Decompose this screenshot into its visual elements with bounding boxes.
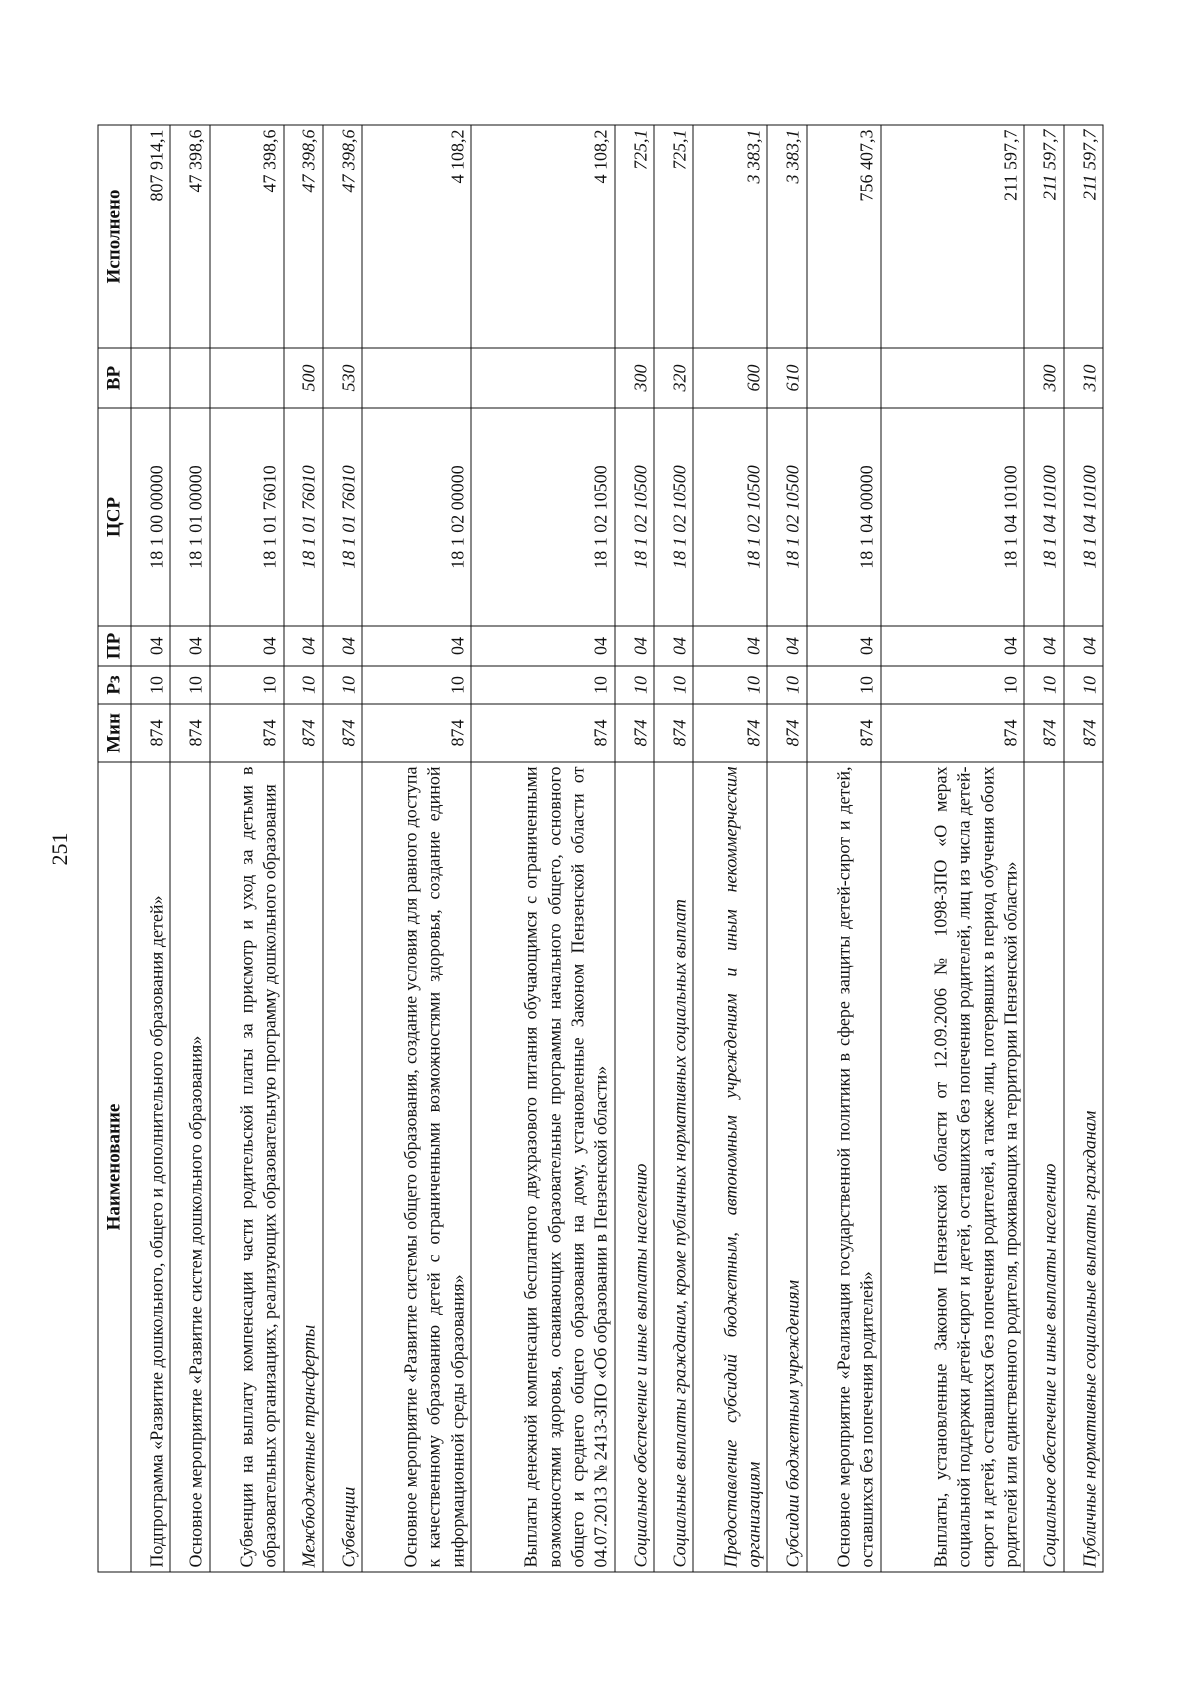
table-row [362, 125, 471, 1572]
row-amount-cell: 211 597,7 [1024, 125, 1063, 348]
row-pr-cell: 04 [131, 626, 170, 666]
row-vr-cell [471, 348, 615, 408]
row-rz-cell: 10 [362, 666, 471, 704]
row-vr-cell: 600 [693, 348, 767, 408]
row-name-cell: Субсидии бюджетным учреждениям [767, 762, 806, 1572]
row-rz-cell: 10 [131, 666, 170, 704]
row-rz-cell: 10 [283, 666, 322, 704]
row-pr-cell: 04 [806, 626, 880, 666]
row-pr-cell: 04 [767, 626, 806, 666]
row-amount-cell: 3 383,1 [767, 125, 806, 348]
table-row [767, 125, 806, 1572]
row-amount-cell: 47 398,6 [170, 125, 209, 348]
row-rz-cell: 10 [209, 666, 283, 704]
row-amount-cell: 756 407,3 [806, 125, 880, 348]
row-amount-cell: 4 108,2 [362, 125, 471, 348]
row-min-cell: 874 [170, 704, 209, 762]
row-min-cell: 874 [1024, 704, 1063, 762]
row-name-cell: Публичные нормативные социальные выплаты гражданам [1063, 762, 1102, 1572]
row-vr-cell [880, 348, 1024, 408]
table-row [283, 125, 322, 1572]
row-rz-cell: 10 [880, 666, 1024, 704]
row-vr-cell: 500 [283, 348, 322, 408]
row-vr-cell [806, 348, 880, 408]
row-csr-cell: 18 1 02 10500 [471, 408, 615, 626]
row-min-cell: 874 [880, 704, 1024, 762]
row-csr-cell: 18 1 00 00000 [131, 408, 170, 626]
row-name-cell: Социальное обеспечение и иные выплаты населению [614, 762, 653, 1572]
row-rz-cell: 10 [653, 666, 692, 704]
row-pr-cell: 04 [1063, 626, 1102, 666]
row-csr-cell: 18 1 01 76010 [209, 408, 283, 626]
row-csr-cell: 18 1 02 10500 [614, 408, 653, 626]
row-pr-cell: 04 [471, 626, 615, 666]
row-pr-cell: 04 [322, 626, 361, 666]
row-csr-cell: 18 1 04 10100 [1024, 408, 1063, 626]
row-pr-cell: 04 [362, 626, 471, 666]
table-row [653, 125, 692, 1572]
header-csr: ЦСР [98, 408, 131, 626]
row-rz-cell: 10 [614, 666, 653, 704]
row-pr-cell: 04 [209, 626, 283, 666]
row-amount-cell: 725,1 [653, 125, 692, 348]
row-rz-cell: 10 [322, 666, 361, 704]
row-rz-cell: 10 [693, 666, 767, 704]
row-amount-cell: 725,1 [614, 125, 653, 348]
row-csr-cell: 18 1 01 76010 [322, 408, 361, 626]
row-name-cell: Выплаты денежной компенсации бесплатного двухразового питания обучающимся с ограниченными возможностями здоровья, осваивающих образовательные программы начального общего, основного общего и среднего общего образования на дому, установленные Законом Пензенской области от 04.07.2013 № 2413-ЗПО «Об образовании в Пензенской области» [471, 762, 615, 1572]
row-vr-cell [209, 348, 283, 408]
table-header-row [98, 125, 131, 1572]
row-name-cell: Основное мероприятие «Реализация государственной политики в сфере защиты детей-сирот и детей, оставшихся без попечения родителей» [806, 762, 880, 1572]
row-vr-cell: 610 [767, 348, 806, 408]
row-min-cell: 874 [131, 704, 170, 762]
table-body [131, 125, 1103, 1572]
row-name-cell: Субвенции на выплату компенсации части родительской платы за присмотр и уход за детьми в образовательных организациях, реализующих образовательную программу дошкольного образования [209, 762, 283, 1572]
row-rz-cell: 10 [471, 666, 615, 704]
row-amount-cell: 47 398,6 [322, 125, 361, 348]
row-amount-cell: 807 914,1 [131, 125, 170, 348]
row-name-cell: Субвенции [322, 762, 361, 1572]
row-name-cell: Социальное обеспечение и иные выплаты населению [1024, 762, 1063, 1572]
row-amount-cell: 4 108,2 [471, 125, 615, 348]
row-name-cell: Предоставление субсидий бюджетным, автономным учреждениям и иным некоммерческим организациям [693, 762, 767, 1572]
table-row [880, 125, 1024, 1572]
table-row [170, 125, 209, 1572]
row-min-cell: 874 [362, 704, 471, 762]
header-vr: ВР [98, 348, 131, 408]
row-vr-cell: 320 [653, 348, 692, 408]
row-pr-cell: 04 [283, 626, 322, 666]
row-min-cell: 874 [693, 704, 767, 762]
row-csr-cell: 18 1 04 00000 [806, 408, 880, 626]
row-pr-cell: 04 [653, 626, 692, 666]
row-min-cell: 874 [653, 704, 692, 762]
row-vr-cell [170, 348, 209, 408]
row-rz-cell: 10 [806, 666, 880, 704]
row-csr-cell: 18 1 02 10500 [693, 408, 767, 626]
row-pr-cell: 04 [880, 626, 1024, 666]
row-vr-cell [131, 348, 170, 408]
row-pr-cell: 04 [614, 626, 653, 666]
row-rz-cell: 10 [170, 666, 209, 704]
row-vr-cell: 300 [614, 348, 653, 408]
row-csr-cell: 18 1 01 00000 [170, 408, 209, 626]
row-pr-cell: 04 [1024, 626, 1063, 666]
row-rz-cell: 10 [1024, 666, 1063, 704]
header-min: Мин [98, 704, 131, 762]
row-vr-cell: 530 [322, 348, 361, 408]
row-min-cell: 874 [283, 704, 322, 762]
header-name: Наименование [98, 762, 131, 1572]
table-row [614, 125, 653, 1572]
row-name-cell: Межбюджетные трансферты [283, 762, 322, 1572]
page-number: 251 [47, 832, 72, 866]
row-rz-cell: 10 [1063, 666, 1102, 704]
row-name-cell: Социальные выплаты гражданам, кроме публичных нормативных социальных выплат [653, 762, 692, 1572]
row-csr-cell: 18 1 02 00000 [362, 408, 471, 626]
row-vr-cell: 310 [1063, 348, 1102, 408]
row-amount-cell: 47 398,6 [283, 125, 322, 348]
row-rz-cell: 10 [767, 666, 806, 704]
header-rz: Рз [98, 666, 131, 704]
row-amount-cell: 211 597,7 [880, 125, 1024, 348]
row-name-cell: Основное мероприятие «Развитие систем дошкольного образования» [170, 762, 209, 1572]
rotated-table-sheet [97, 126, 1103, 1573]
budget-table [97, 125, 1103, 1573]
row-min-cell: 874 [209, 704, 283, 762]
row-min-cell: 874 [322, 704, 361, 762]
row-csr-cell: 18 1 04 10100 [880, 408, 1024, 626]
table-row [471, 125, 615, 1572]
row-min-cell: 874 [614, 704, 653, 762]
row-name-cell: Выплаты, установленные Законом Пензенской области от 12.09.2006 № 1098-ЗПО «О мерах социальной поддержки детей-сирот и детей, оставшихся без попечения родителей, лиц из числа детей-сирот и детей, оставшихся без попечения родителей, а также лиц, потерявших в период обучения обоих родителей или единственного родителя, проживающих на территории Пензенской области» [880, 762, 1024, 1572]
row-name-cell: Подпрограмма «Развитие дошкольного, общего и дополнительного образования детей» [131, 762, 170, 1572]
row-min-cell: 874 [767, 704, 806, 762]
row-amount-cell: 47 398,6 [209, 125, 283, 348]
row-csr-cell: 18 1 02 10500 [653, 408, 692, 626]
row-pr-cell: 04 [170, 626, 209, 666]
header-amount: Исполнено [98, 125, 131, 348]
row-amount-cell: 3 383,1 [693, 125, 767, 348]
row-vr-cell: 300 [1024, 348, 1063, 408]
header-pr: ПР [98, 626, 131, 666]
row-amount-cell: 211 597,7 [1063, 125, 1102, 348]
table-row [131, 125, 170, 1572]
row-min-cell: 874 [471, 704, 615, 762]
table-row [1024, 125, 1063, 1572]
table-row [322, 125, 361, 1572]
table-row [693, 125, 767, 1572]
row-min-cell: 874 [1063, 704, 1102, 762]
row-vr-cell [362, 348, 471, 408]
row-csr-cell: 18 1 01 76010 [283, 408, 322, 626]
table-row [1063, 125, 1102, 1572]
table-row [209, 125, 283, 1572]
row-csr-cell: 18 1 02 10500 [767, 408, 806, 626]
table-row [806, 125, 880, 1572]
row-min-cell: 874 [806, 704, 880, 762]
row-csr-cell: 18 1 04 10100 [1063, 408, 1102, 626]
row-name-cell: Основное мероприятие «Развитие системы общего образования, создание условия для равного доступа к качественному образованию детей с ограниченными возможностями здоровья, создание единой информационной среды образования» [362, 762, 471, 1572]
row-pr-cell: 04 [693, 626, 767, 666]
